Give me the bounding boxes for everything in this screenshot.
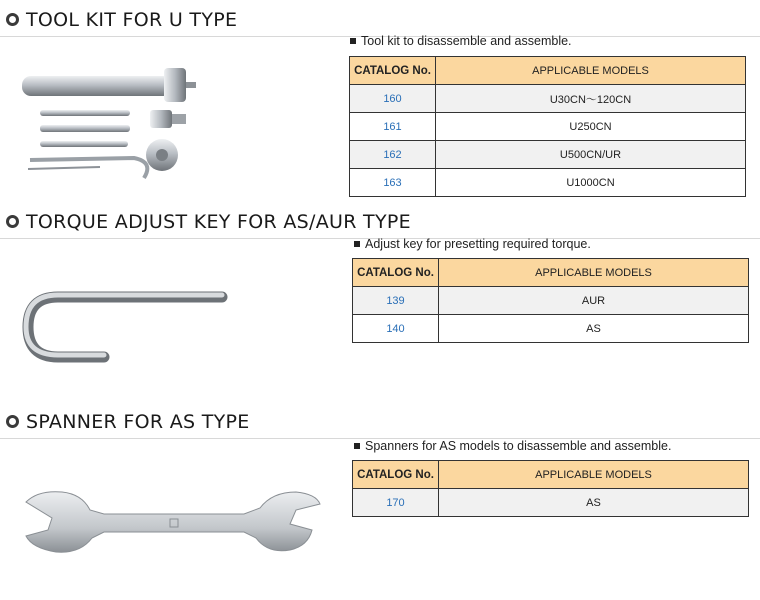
section-note <box>354 237 591 251</box>
applicable-models: AS <box>439 315 749 343</box>
section-torque-adjust-key <box>0 205 760 400</box>
column-header-catalog: CATALOG No. <box>350 57 436 85</box>
applicable-models: U500CN/UR <box>436 141 746 169</box>
applicable-models: U1000CN <box>436 169 746 197</box>
catalog-number: 140 <box>353 315 439 343</box>
bullet-circle-icon <box>6 415 19 428</box>
section-header <box>0 410 760 438</box>
table-row <box>350 85 746 113</box>
section-title: TOOL KIT FOR U TYPE <box>26 9 238 31</box>
table-row <box>353 315 749 343</box>
table-header-row <box>353 259 749 287</box>
section-tool-kit <box>0 0 760 205</box>
table-row <box>353 287 749 315</box>
column-header-catalog: CATALOG No. <box>353 461 439 489</box>
section-header <box>0 210 760 238</box>
section-header <box>0 8 760 36</box>
table-header-row <box>353 461 749 489</box>
table-row <box>350 169 746 197</box>
catalog-number: 161 <box>350 113 436 141</box>
bullet-circle-icon <box>6 215 19 228</box>
note-text: Adjust key for presetting required torque. <box>365 237 591 251</box>
applicable-models: AUR <box>439 287 749 315</box>
catalog-number: 163 <box>350 169 436 197</box>
applicable-models: U250CN <box>436 113 746 141</box>
catalog-table <box>352 460 749 517</box>
catalog-number: 139 <box>353 287 439 315</box>
catalog-table <box>352 258 749 343</box>
catalog-table <box>349 56 746 197</box>
column-header-models: APPLICABLE MODELS <box>439 461 749 489</box>
table-row <box>353 489 749 517</box>
note-text: Tool kit to disassemble and assemble. <box>361 34 572 48</box>
applicable-models: U30CN～120CN <box>436 85 746 113</box>
catalog-number: 170 <box>353 489 439 517</box>
table-header-row <box>350 57 746 85</box>
section-title: TORQUE ADJUST KEY FOR AS/AUR TYPE <box>26 211 411 233</box>
section-note <box>354 439 671 453</box>
column-header-catalog: CATALOG No. <box>353 259 439 287</box>
column-header-models: APPLICABLE MODELS <box>439 259 749 287</box>
bullet-square-icon <box>354 241 360 247</box>
catalog-number: 160 <box>350 85 436 113</box>
tool-kit-image <box>22 62 202 187</box>
torque-adjust-key-image <box>18 285 228 375</box>
bullet-circle-icon <box>6 13 19 26</box>
section-spanner <box>0 400 760 600</box>
bullet-square-icon <box>350 38 356 44</box>
section-title: SPANNER FOR AS TYPE <box>26 411 250 433</box>
applicable-models: AS <box>439 489 749 517</box>
bullet-square-icon <box>354 443 360 449</box>
catalog-number: 162 <box>350 141 436 169</box>
table-row <box>350 141 746 169</box>
section-note <box>350 34 572 48</box>
note-text: Spanners for AS models to disassemble and assemble. <box>365 439 672 453</box>
spanner-image <box>24 488 322 558</box>
table-row <box>350 113 746 141</box>
column-header-models: APPLICABLE MODELS <box>436 57 746 85</box>
